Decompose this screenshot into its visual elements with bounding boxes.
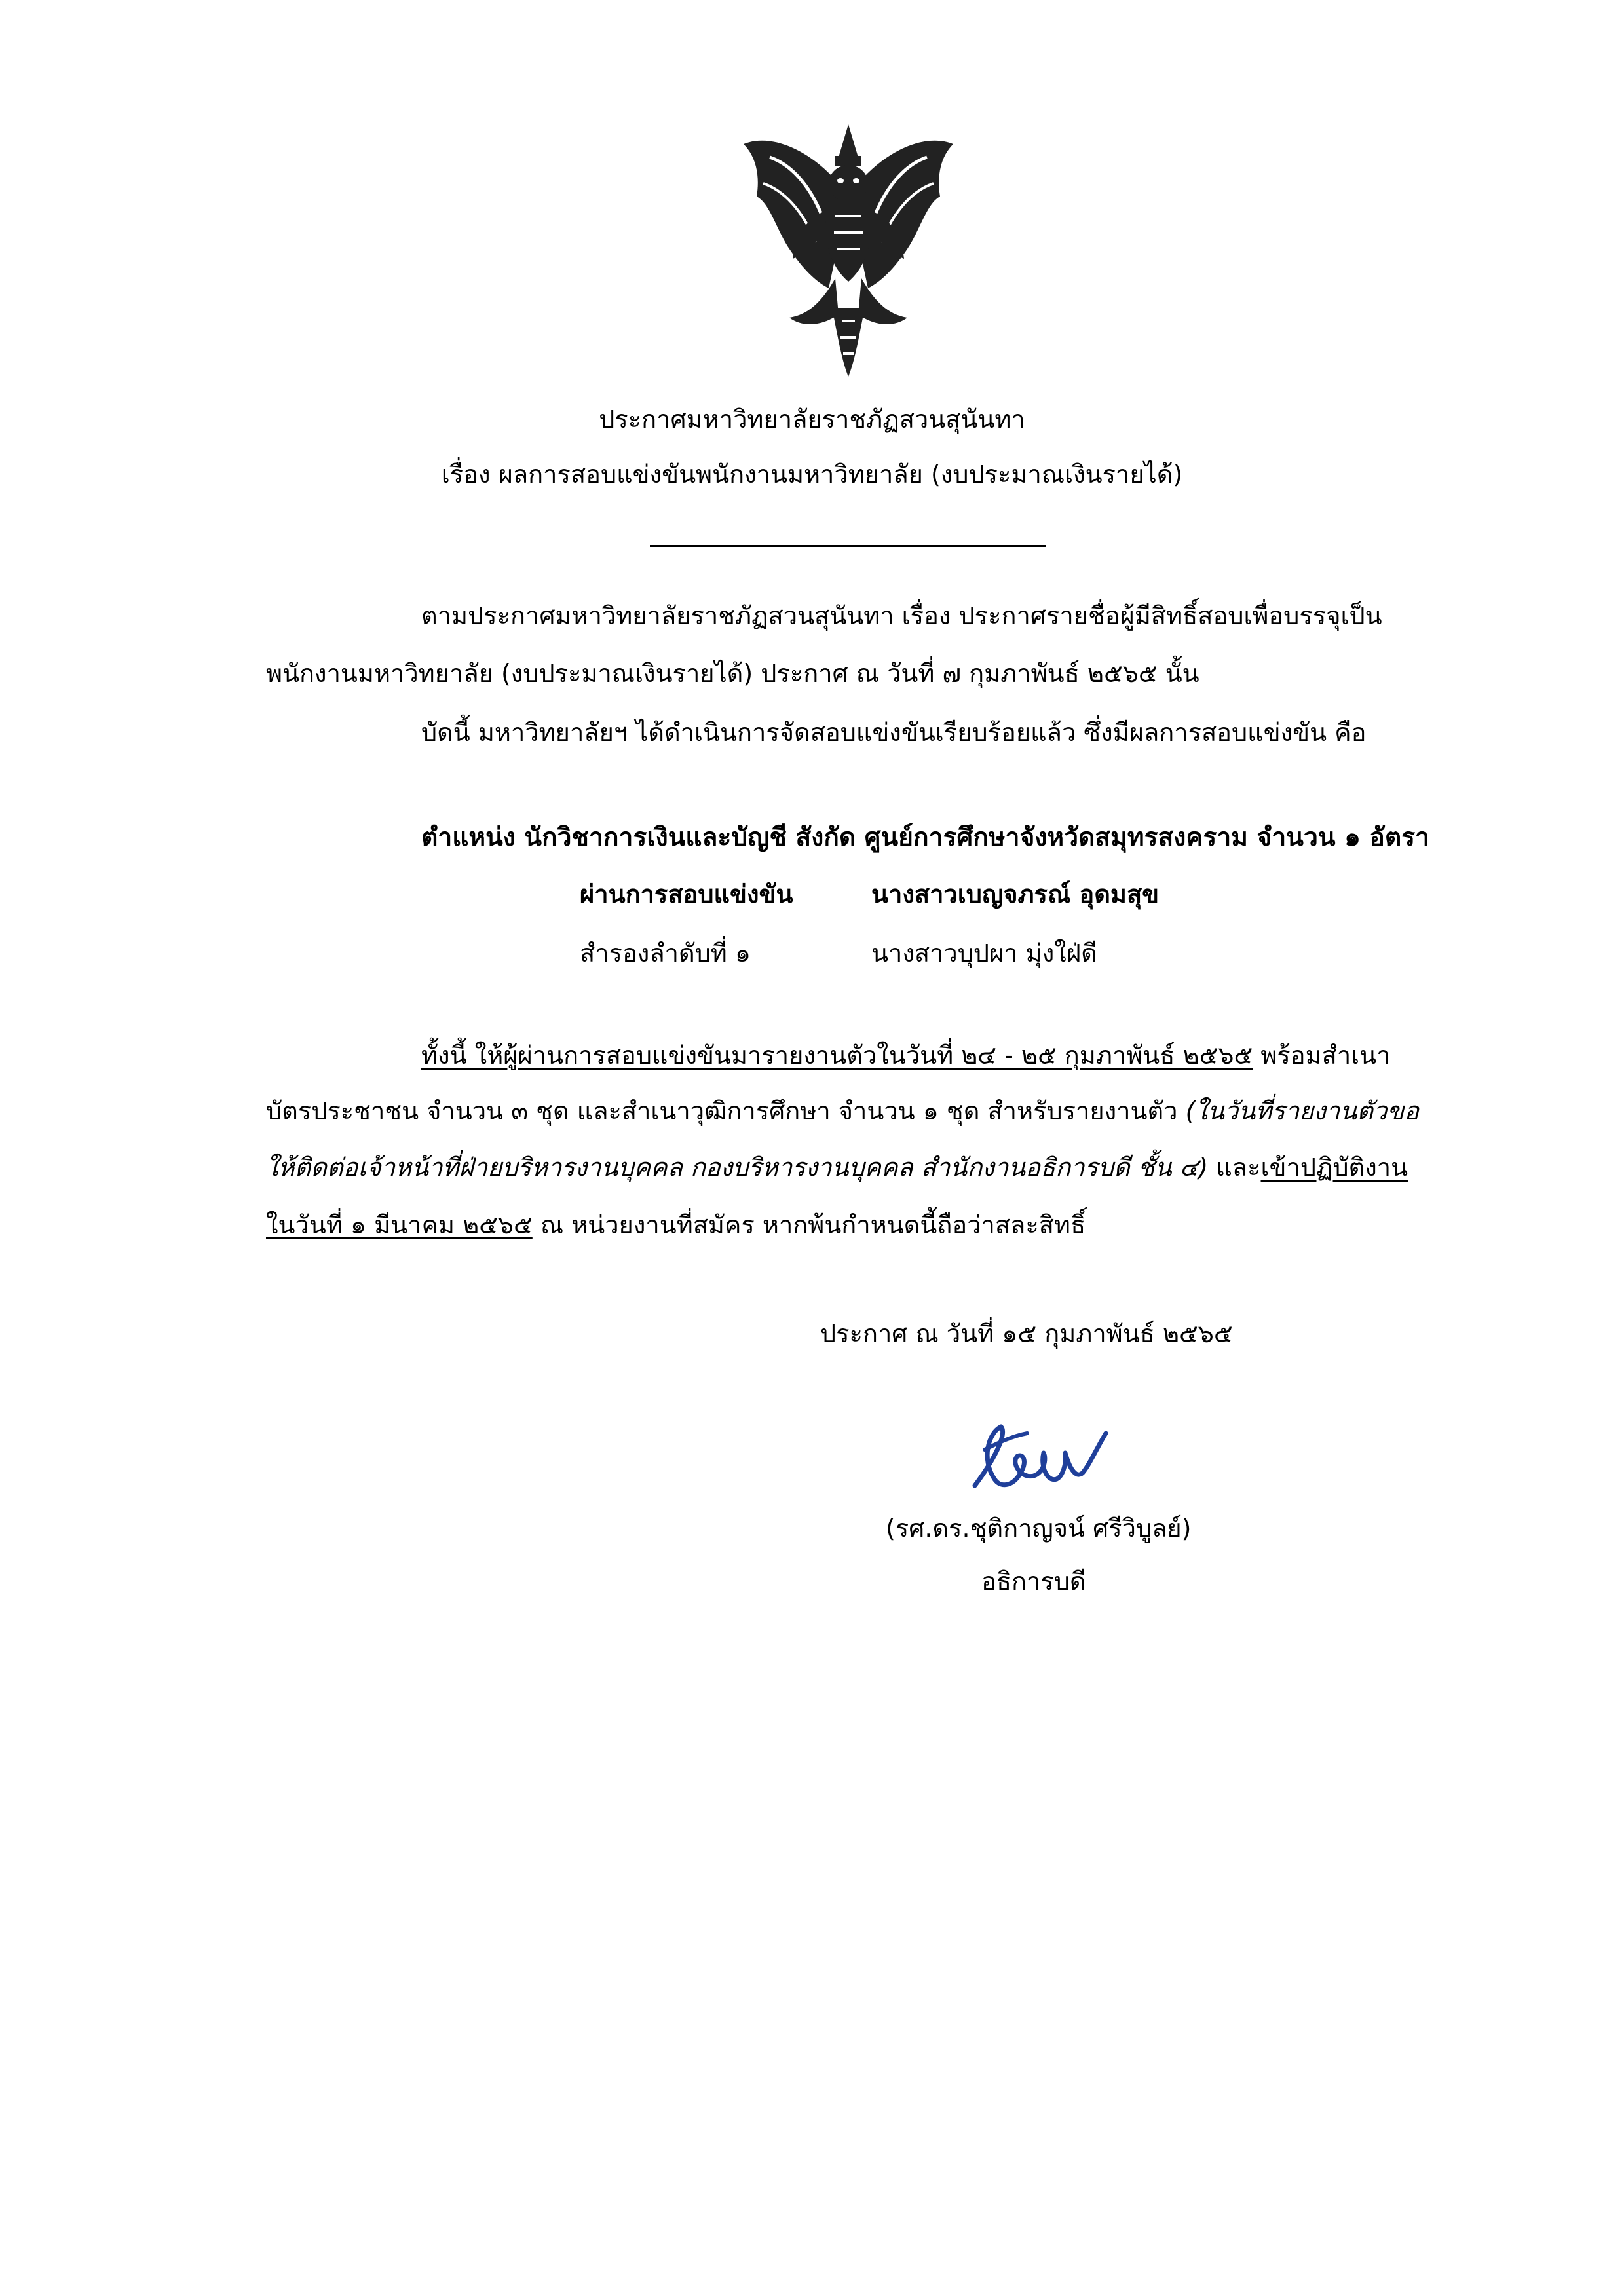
paragraph-3-line-3-text: และ xyxy=(1208,1153,1261,1182)
signer-name: (รศ.ดร.ชุติกาญจน์ ศรีวิบูลย์) xyxy=(886,1514,1192,1543)
paragraph-1-line-2: พนักงานมหาวิทยาลัย (งบประมาณเงินรายได้) ประกาศ ณ วันที่ ๗ กุมภาพันธ์ ๒๕๖๕ นั้น xyxy=(266,659,1199,688)
paragraph-1-line-1: ตามประกาศมหาวิทยาลัยราชภัฏสวนสุนันทา เรื่อง ประกาศรายชื่อผู้มีสิทธิ์สอบเพื่อบรรจุเป็น xyxy=(421,601,1382,630)
paragraph-3-line-2 xyxy=(266,1093,1419,1129)
start-work-underlined: เข้าปฏิบัติงาน xyxy=(1260,1153,1408,1182)
paragraph-3-line-4-rest: ณ หน่วยงานที่สมัคร หากพ้นกำหนดนี้ถือว่าสละสิทธิ์ xyxy=(532,1211,1086,1239)
result-name-passed: นางสาวเบญจภรณ์ อุดมสุข xyxy=(871,880,1160,909)
signer-title: อธิการบดี xyxy=(981,1567,1086,1596)
garuda-emblem-icon xyxy=(730,118,966,380)
start-date-underlined: ในวันที่ ๑ มีนาคม ๒๕๖๕ xyxy=(266,1211,533,1239)
paragraph-2: บัดนี้ มหาวิทยาลัยฯ ได้ดำเนินการจัดสอบแข่งขันเรียบร้อยแล้ว ซึ่งมีผลการสอบแข่งขัน คือ xyxy=(421,718,1367,747)
signature-icon xyxy=(949,1387,1145,1518)
position-heading: ตำแหน่ง นักวิชาการเงินและบัญชี สังกัด ศูนย์การศึกษาจังหวัดสมุทรสงคราม จำนวน ๑ อัตรา xyxy=(421,823,1430,852)
result-label-passed: ผ่านการสอบแข่งขัน xyxy=(580,880,793,909)
paragraph-3-line-1 xyxy=(421,1037,1390,1074)
result-name-reserve: นางสาวบุปผา มุ่งใฝ่ดี xyxy=(871,939,1097,968)
paragraph-3-line-4 xyxy=(266,1207,1086,1243)
paragraph-3-line-2-text: บัตรประชาชน จำนวน ๓ ชุด และสำเนาวุฒิการศึกษา จำนวน ๑ ชุด สำหรับรายงานตัว xyxy=(266,1097,1186,1125)
report-date-underlined: ทั้งนี้ ให้ผู้ผ่านการสอบแข่งขันมารายงานตัวในวันที่ ๒๔ - ๒๕ กุมภาพันธ์ ๒๕๖๕ xyxy=(421,1041,1253,1070)
title-divider xyxy=(650,545,1046,547)
announcement-subject: เรื่อง ผลการสอบแข่งขันพนักงานมหาวิทยาลัย (งบประมาณเงินรายได้) xyxy=(441,460,1183,489)
result-label-reserve: สำรองลำดับที่ ๑ xyxy=(580,939,751,968)
paragraph-3-line-3 xyxy=(266,1149,1408,1186)
paragraph-3-line-1-rest: พร้อมสำเนา xyxy=(1253,1041,1391,1070)
announcement-title: ประกาศมหาวิทยาลัยราชภัฏสวนสุนันทา xyxy=(599,405,1025,434)
paragraph-3-line-3-italic: ให้ติดต่อเจ้าหน้าที่ฝ่ายบริหารงานบุคคล กองบริหารงานบุคคล สำนักงานอธิการบดี ชั้น ๔) xyxy=(266,1153,1209,1182)
announcement-dateline: ประกาศ ณ วันที่ ๑๕ กุมภาพันธ์ ๒๕๖๕ xyxy=(820,1319,1233,1348)
paragraph-3-line-2-italic: (ในวันที่รายงานตัวขอ xyxy=(1185,1097,1419,1125)
